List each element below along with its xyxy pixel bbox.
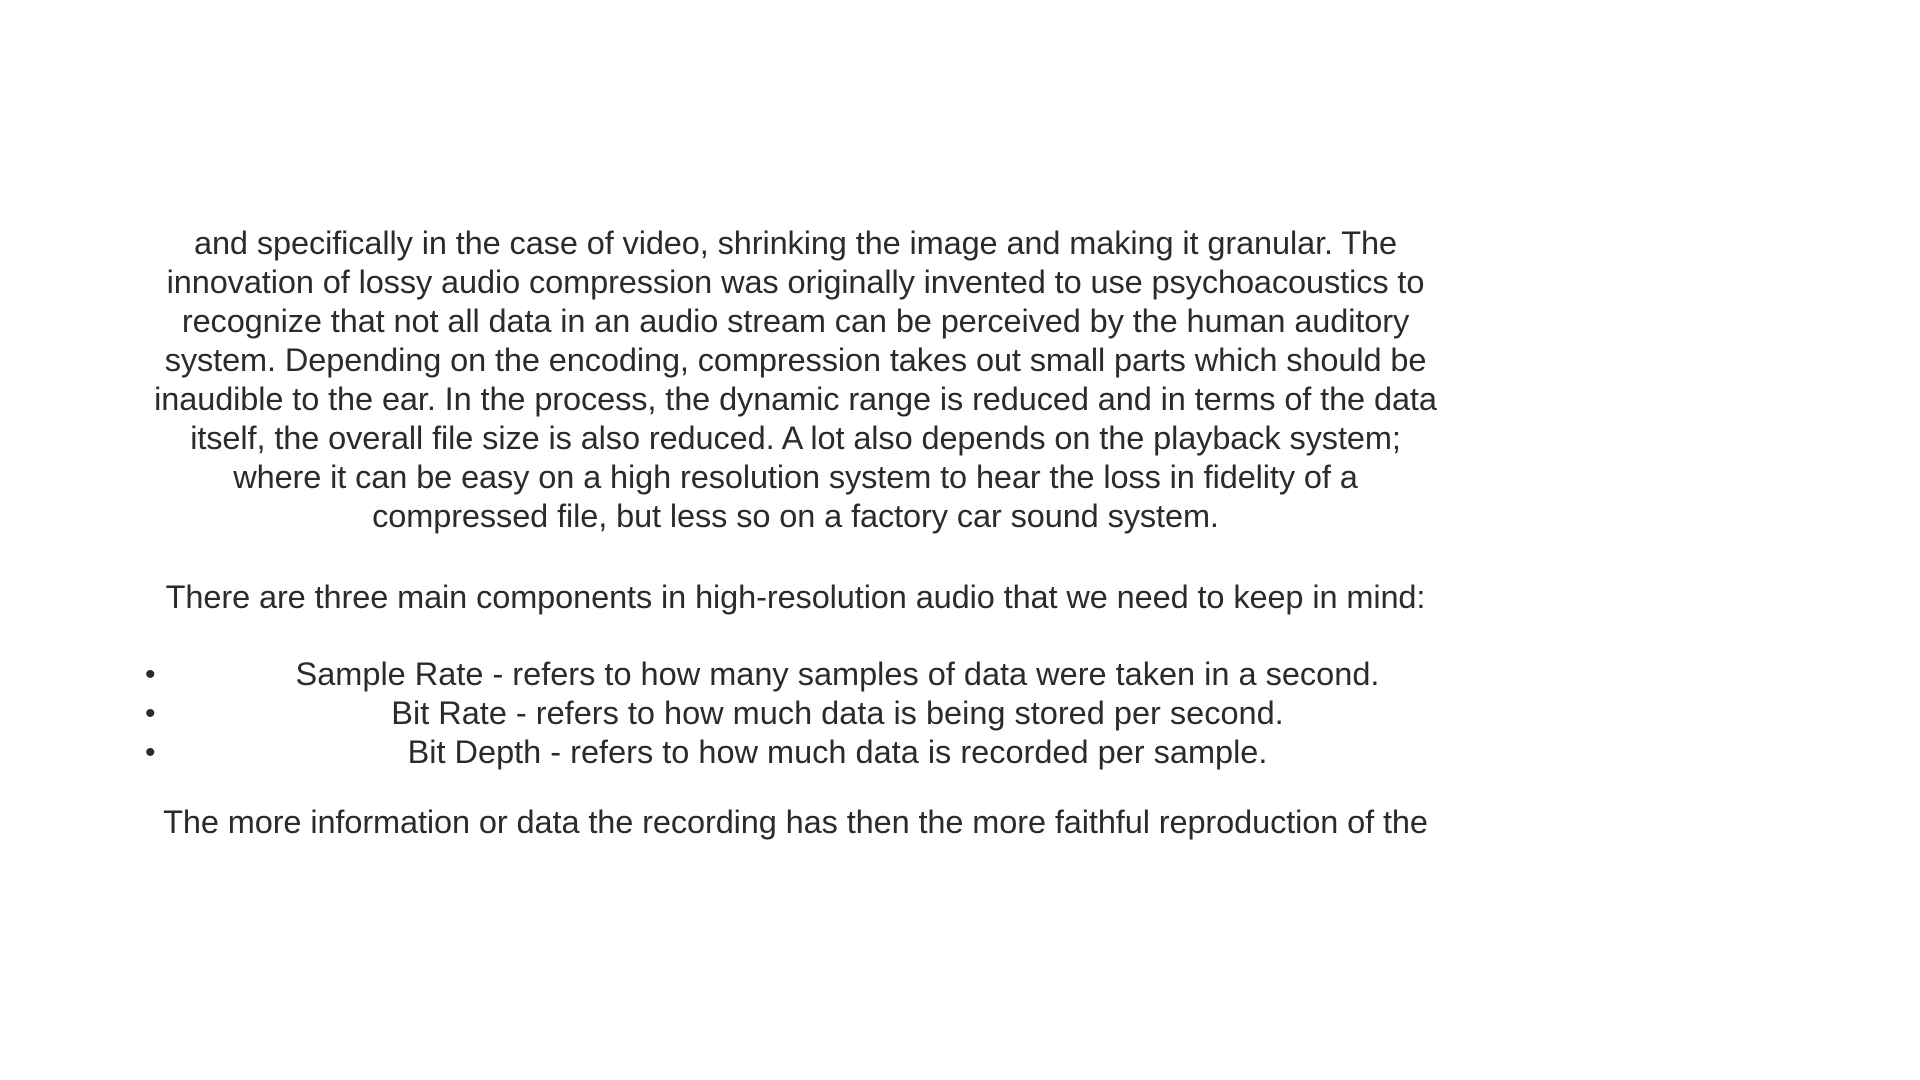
list-item-text: Sample Rate - refers to how many samples of data were taken in a second.: [295, 656, 1380, 692]
paragraph-line: where it can be easy on a high resolution system to hear the loss in fidelity of a: [233, 459, 1358, 495]
bullet-list: [98, 655, 1493, 772]
paragraph-line: innovation of lossy audio compression was originally invented to use psychoacoustics to: [166, 264, 1425, 300]
document-page: [98, 225, 1493, 840]
list-item-text: Bit Rate - refers to how much data is being stored per second.: [391, 695, 1284, 731]
paragraph-line: system. Depending on the encoding, compression takes out small parts which should be: [164, 342, 1427, 378]
list-item: [98, 733, 1495, 772]
bullet-marker: •: [145, 697, 156, 730]
paragraph-intro: There are three main components in high-resolution audio that we need to keep in mind:: [165, 579, 1426, 615]
paragraph-line: inaudible to the ear. In the process, the dynamic range is reduced and in terms of the data: [154, 381, 1437, 417]
paragraph-line: compressed file, but less so on a factory car sound system.: [372, 498, 1219, 534]
paragraph-line: recognize that not all data in an audio stream can be perceived by the human auditory: [181, 303, 1410, 339]
bullet-marker: •: [145, 736, 156, 769]
document-viewport: [0, 225, 1920, 840]
paragraph-line: itself, the overall file size is also reduced. A lot also depends on the playback system;: [190, 420, 1401, 456]
paragraph-tail: The more information or data the recording has then the more faithful reproduction of the: [163, 804, 1428, 840]
list-item-text: Bit Depth - refers to how much data is recorded per sample.: [407, 734, 1268, 770]
list-item: [98, 655, 1495, 694]
list-item: [98, 694, 1495, 733]
paragraph-lossy-compression: [98, 224, 1493, 536]
bullet-marker: •: [145, 658, 156, 691]
paragraph-line: and specifically in the case of video, shrinking the image and making it granular. The: [193, 225, 1398, 261]
